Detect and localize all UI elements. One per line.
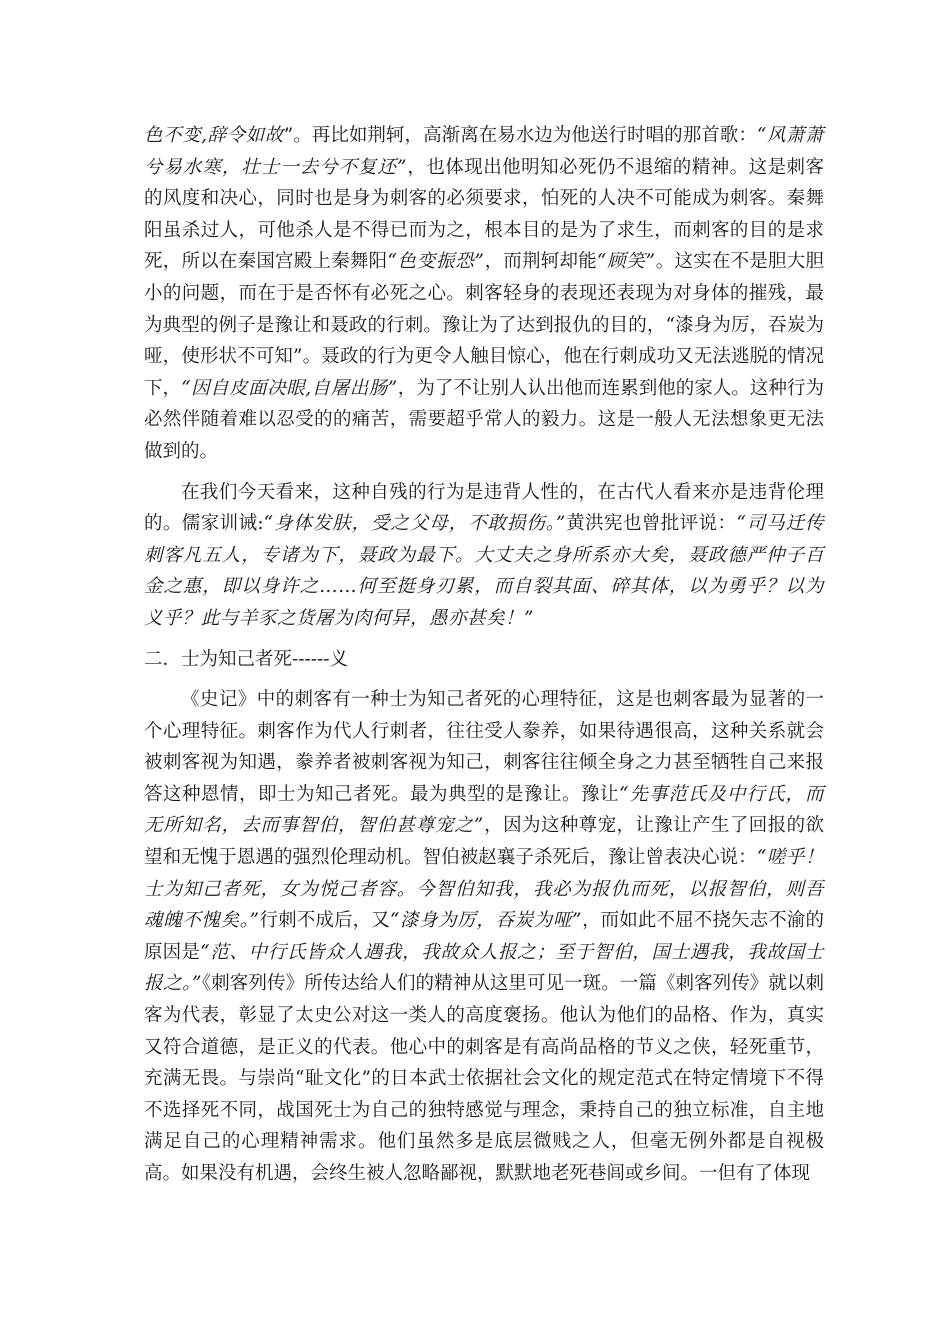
paragraph-2	[144, 477, 824, 635]
quoted-text: “司马迁传刺客凡五人，专诸为下，聂政为最下。大丈夫之身所系亦大矣，聂政德严仲子百金之惠，即以身许之……何至挺身刃累，而自裂其面、碎其体，以为勇乎？以为义乎？此与羊豕之货屠为肉何异，愚亦甚矣！”	[144, 513, 824, 629]
body-text: “漆身为厉，吞炭为哑，使形状不可知”	[144, 314, 824, 368]
quoted-text: 色不变,辞令如故	[144, 125, 284, 146]
quoted-text: “因自皮面决眼,自屠出肠”	[181, 377, 398, 399]
quoted-text: “先事范氏及中行氏，而无所知名，去而事智伯，智伯甚尊宠之”	[144, 783, 824, 837]
body-text: ，而如此不屈不挠矢志不渝的原因是	[144, 910, 824, 963]
body-text: 《史记》中的刺客有一种士为知己者死的心理特征，这是也刺客最为显著的一个心理特征。刺客作为代人行刺者，往往受人豢养，如果待遇很高，这种关系就会被刺客视为知遇，豢养者被刺客视为知己，刺客往往倾全身之力甚至牺牲自己来报答这种恩情，即士为知己者死。最为典型的是豫让。豫让	[144, 689, 824, 805]
body-text: 。这实在不是胆大胆小的问题，而在于是否怀有必死之心。刺客轻身的表现还表现为对身体的摧残，最为典型的例子是豫让和聂政的行刺。豫让为了达到报仇的目的，	[144, 251, 824, 336]
quoted-text: “风萧萧兮易水寒，壮士一去兮不复还”	[144, 125, 824, 178]
paragraph-spacer	[144, 675, 824, 684]
body-text: 《刺客列传》所传达给人们的精神从这里可见一斑。一篇《刺客列传》就以刺客为代表，彰显了太史公对这一类人的高度褒扬。他认为他们的品格、作为，真实又符合道德，是正义的代表。他心中的刺客是有高尚品格的节义之侠，轻死重节，充满无畏。与崇尚“耻文化”的日本武士依据社会文化的规定范式在特定情境下不得不选择死不同，战国死士为自己的独特感觉与理念，秉持自己的独立标准，自主地满足自己的心理精神需求。他们虽然多是底层微贱之人，但毫无例外都是自视极高。如果没有机遇，会终生被人忽略鄙视，默默地老死巷闾或乡间。一但有了体现	[144, 973, 824, 1184]
section-heading: 二．士为知己者死------义	[144, 648, 349, 670]
paragraph-spacer	[144, 468, 824, 477]
body-text: 黄洪宪也曾批评说：	[565, 513, 737, 535]
paragraph-1	[144, 120, 824, 468]
body-text: 行刺不成后，又	[259, 910, 390, 932]
paragraph-spacer	[144, 635, 824, 644]
body-text: ”。再比如荆轲，高渐离在易水边为他送行时唱的那首歌：	[283, 125, 757, 146]
quoted-text: “色变振恐”	[387, 251, 485, 273]
body-text: 在我们今天看来，这种自残的行为是违背人性的，在古代人看来亦是违背伦理的。儒家训诫:	[144, 481, 824, 535]
document-body	[144, 120, 824, 1190]
body-text: ，也体现出他明知必死仍不退缩的精神。这是刺客的风度和决心，同时也是身为刺客的必须要求，怕死的人决不可能成为刺客。秦舞阳虽杀过人，可他杀人是不得已而为之，根本目的是为了求生，而刺客的目的是求死，所以在秦国宫殿上秦舞阳	[144, 156, 824, 273]
body-text: ，而荆轲却能	[484, 251, 597, 273]
quoted-text: “身体发肤，受之父母，不敢损伤。”	[263, 513, 566, 535]
quoted-text: “顾笑”	[596, 251, 656, 273]
body-text: ，为了不让别人认出他而连累到他的家人。这种行为必然伴随着难以忍受的的痛苦，需要超乎常人的毅力。这是一般人无法想象更无法做到的。	[144, 377, 824, 462]
paragraph-3	[144, 684, 824, 1190]
quoted-text: “嗟乎！士为知己者死，女为悦己者容。今智伯知我，我必为报仇而死，以报智伯，则吾魂魄不愧矣。”	[144, 847, 824, 932]
quoted-text: “范、中行氏皆众人遇我，我故众人报之；至于智伯，国士遇我，我故国士报之。”	[144, 941, 824, 995]
body-text: 。聂政的行为更令人触目惊心，他在行刺成功又无法逃脱的情况下，	[144, 346, 824, 399]
quoted-text: “漆身为厉，吞炭为哑”	[389, 910, 582, 932]
body-text: ，因为这种尊宠，让豫让产生了回报的欲望和无愧于恩遇的强烈伦理动机。智伯被赵襄子杀死后，豫让曾表决心说：	[144, 815, 824, 869]
